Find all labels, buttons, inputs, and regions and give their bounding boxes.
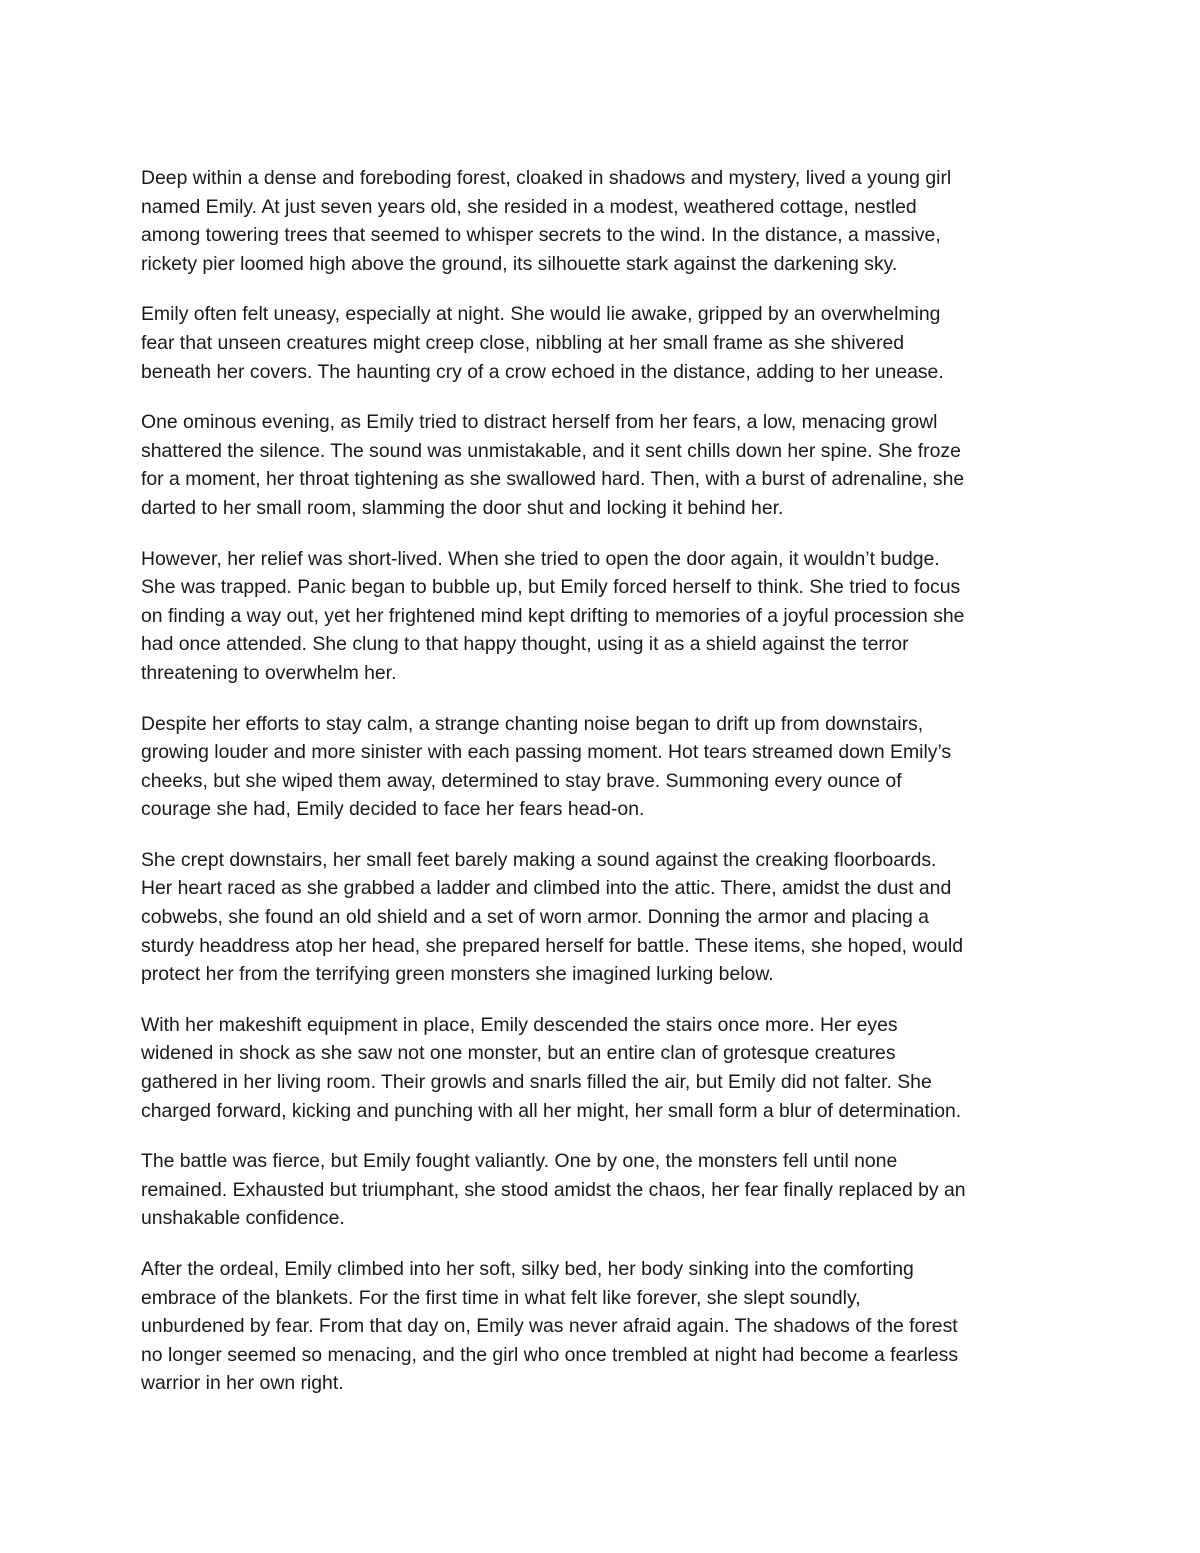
paragraph-1: Deep within a dense and foreboding forest, cloaked in shadows and mystery, lived a young girl named Emily. At just seven years old, she resided in a modest, weathered cottage, nestled among towering trees that seemed to whisper secrets to the wind. In the distance, a massive, rickety pier loomed high above the ground, its silhouette stark against the darkening sky. [141, 167, 952, 275]
paragraph-6: She crept downstairs, her small feet barely making a sound against the creaking floorboards. Her heart raced as she grabbed a ladder and climbed into the attic. There, amidst the dust and cobwebs, she found an old shield and a set of worn armor. Donning the armor and placing a sturdy headdress atop her head, she prepared herself for battle. These items, she hoped, would protect her from the terrifying green monsters she imagined lurking below. [141, 848, 964, 986]
paragraph-2: Emily often felt uneasy, especially at night. She would lie awake, gripped by an overwhelming fear that unseen creatures might creep close, nibbling at her small frame as she shivered beneath her covers. The haunting cry of a crow echoed in the distance, adding to her unease. [141, 303, 944, 383]
paragraph-3: One ominous evening, as Emily tried to distract herself from her fears, a low, menacing growl shattered the silence. The sound was unmistakable, and it sent chills down her spine. She froze for a moment, her throat tightening as she swallowed hard. Then, with a burst of adrenaline, she darted to her small room, slamming the door shut and locking it behind her. [141, 411, 965, 519]
document-body [141, 164, 1066, 1420]
paragraph-7: With her makeshift equipment in place, Emily descended the stairs once more. Her eyes widened in shock as she saw not one monster, but an entire clan of grotesque creatures gathered in her living room. Their growls and snarls filled the air, but Emily did not falter. She charged forward, kicking and punching with all her might, her small form a blur of determination. [141, 1013, 962, 1122]
paragraph-5: Despite her efforts to stay calm, a strange chanting noise began to drift up from downstairs, growing louder and more sinister with each passing moment. Hot tears streamed down Emily’s cheeks, but she wiped them away, determined to stay brave. Summoning every ounce of courage she had, Emily decided to face her fears head-on. [141, 712, 952, 821]
paragraph-4: However, her relief was short-lived. When she tried to open the door again, it wouldn’t budge. She was trapped. Panic began to bubble up, but Emily forced herself to think. She tried to focus on finding a way out, yet her frightened mind kept drifting to memories of a joyful procession she had once attended. She clung to that happy thought, using it as a shield against the terror threatening to overwhelm her. [141, 547, 965, 684]
paragraph-9: After the ordeal, Emily climbed into her soft, silky bed, her body sinking into the comforting embrace of the blankets. For the first time in what felt like forever, she slept soundly, unburdened by fear. From that day on, Emily was never afraid again. The shadows of the forest no longer seemed so menacing, and the girl who once trembled at night had become a fearless warrior in her own right. [141, 1258, 959, 1395]
paragraph-8: The battle was fierce, but Emily fought valiantly. One by one, the monsters fell until none remained. Exhausted but triumphant, she stood amidst the chaos, her fear finally replaced by an unshakable confidence. [141, 1150, 966, 1230]
